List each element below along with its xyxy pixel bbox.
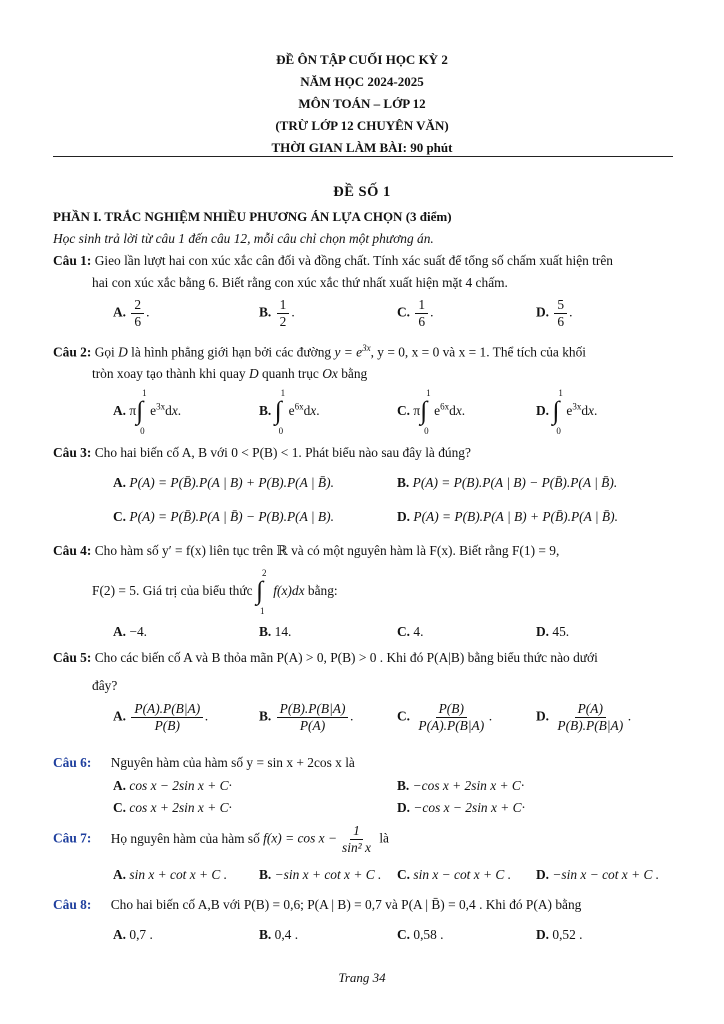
q2-option-a[interactable]: A. π ∫ 1 0 $e^{3x}dx$.: [113, 388, 182, 436]
numerator: 2: [131, 298, 144, 314]
option-key: C.: [397, 624, 411, 639]
numerator: P(B): [436, 702, 467, 718]
integral-sign: ∫ 1 0: [420, 388, 431, 436]
q8-option-d[interactable]: [536, 927, 583, 943]
question-2-line-2: [92, 366, 367, 382]
question-1-text-1: Gieo lần lượt hai con xúc xắc cân đối và đồng chất. Tính xác suất để tổng số chấm xuất hiện trên: [94, 253, 614, 268]
question-8: [53, 897, 581, 913]
question-7-label: Câu 7:: [53, 830, 92, 846]
question-3-label: Câu 3:: [53, 445, 92, 460]
integral-sign: ∫ 1 0: [274, 388, 286, 436]
option-value: 0,4 .: [274, 927, 299, 942]
option-value: cos x − 2sin x + C·: [129, 778, 232, 793]
header-divider: [53, 156, 673, 157]
option-key: D.: [397, 800, 411, 815]
option-key: D.: [536, 708, 550, 724]
question-8-text: Cho hai biến cố A,B với P(B) = 0,6; P(A | B) = 0,7 và P(A | B̄) = 0,4 . Khi đó P(A) bằng: [110, 897, 582, 912]
q6-option-b[interactable]: [397, 778, 524, 794]
q2-option-b[interactable]: B. ∫ 1 0 $e^{6x}dx$.: [259, 388, 320, 436]
integral-sign: ∫ 1 0: [552, 388, 563, 436]
pi: π: [129, 403, 137, 419]
q7-option-d[interactable]: [536, 867, 659, 883]
pi: π: [413, 403, 421, 419]
header-line-4: (TRỪ LỚP 12 CHUYÊN VĂN): [275, 118, 449, 133]
option-key: C.: [113, 509, 127, 524]
q1-option-b[interactable]: B. $\frac{1}{2}$ .: [259, 297, 295, 330]
option-value: P(A) = P(B).P(A | B) − P(B̄).P(A | B̄).: [412, 475, 618, 490]
numerator: 5: [554, 298, 567, 314]
option-key: B.: [259, 624, 272, 639]
q4-option-c[interactable]: [397, 624, 423, 640]
option-key: D.: [536, 927, 550, 942]
option-key: D.: [536, 403, 550, 419]
q3-option-c[interactable]: [113, 509, 334, 525]
option-value: 0,52 .: [552, 927, 583, 942]
q7-function: f(x) = cos x −: [263, 830, 338, 846]
q5-option-a[interactable]: A. $\frac{P(A).P(B|A)}{P(B)}$ .: [113, 701, 209, 734]
option-value: 0,58 .: [413, 927, 444, 942]
denominator: P(A): [299, 718, 326, 734]
option-value: 14.: [274, 624, 292, 639]
q2-var-d: D: [248, 366, 259, 381]
option-key: D.: [536, 624, 550, 639]
question-1: [53, 253, 613, 269]
option-key: D.: [397, 509, 411, 524]
section-title: PHẦN I. TRẮC NGHIỆM NHIỀU PHƯƠNG ÁN LỰA CHỌN (3 điểm): [53, 209, 452, 224]
q2-text: Gọi: [94, 344, 115, 360]
integral-sign: ∫ 1 0: [136, 388, 147, 436]
numerator: P(B).P(B|A): [277, 702, 349, 718]
option-key: B.: [397, 778, 410, 793]
q3-option-d[interactable]: [397, 509, 618, 525]
header-line-5: THỜI GIAN LÀM BÀI: 90 phút: [271, 140, 453, 155]
numerator: 1: [277, 298, 290, 314]
denominator: 2: [279, 314, 287, 330]
question-8-label: Câu 8:: [53, 897, 92, 912]
denominator: P(A).P(B|A): [418, 718, 485, 734]
question-4-line-2: [92, 568, 338, 616]
option-value: P(A) = P(B).P(A | B) + P(B̄).P(A | B̄).: [413, 509, 618, 524]
exam-title: ĐỀ SỐ 1: [333, 184, 391, 200]
q4-integrand: f(x)dx: [273, 583, 305, 599]
option-key: D.: [536, 304, 550, 320]
q1-option-c[interactable]: C. $\frac{1}{6}$ .: [397, 297, 434, 330]
question-1-text-2: hai con xúc xắc bằng 6. Biết rằng con xúc xắc thứ nhất xuất hiện mặt 4 chấm.: [92, 275, 508, 290]
q4-text: bằng:: [307, 583, 338, 599]
question-6-label: Câu 6:: [53, 755, 92, 770]
option-value: P(A) = P(B̄).P(A | B̄) − P(B).P(A | B).: [129, 509, 334, 524]
option-key: B.: [259, 867, 272, 882]
header-line-3: MÔN TOÁN – LỚP 12: [298, 96, 426, 111]
q7-option-b[interactable]: [259, 867, 381, 883]
q6-option-c[interactable]: [113, 800, 232, 816]
q2-var-d: D: [118, 344, 128, 360]
q4-option-a[interactable]: [113, 624, 147, 640]
q5-option-c[interactable]: C. $\frac{P(B)}{P(A).P(B|A)}$ .: [397, 701, 493, 734]
q4-option-d[interactable]: [536, 624, 569, 640]
denominator: P(B): [154, 718, 180, 734]
denominator: 6: [557, 314, 565, 330]
q2-text: quanh trục: [261, 366, 319, 381]
integral-sign: ∫ 2 1: [255, 568, 267, 616]
numerator: 1: [350, 824, 363, 840]
option-key: B.: [259, 304, 272, 320]
question-6-text: Nguyên hàm của hàm số y = sin x + 2cos x là: [110, 755, 355, 770]
option-value: sin x − cot x + C .: [413, 867, 512, 882]
option-key: A.: [113, 778, 127, 793]
q2-option-d[interactable]: D. ∫ 1 0 $e^{3x}dx$.: [536, 388, 598, 436]
q5-option-b[interactable]: B. $\frac{P(B).P(B|A)}{P(A)}$ .: [259, 701, 354, 734]
denominator: 6: [418, 314, 426, 330]
question-7: [53, 824, 389, 855]
option-key: A.: [113, 624, 127, 639]
option-key: B.: [397, 475, 410, 490]
denominator: 6: [134, 314, 142, 330]
option-value: sin x + cot x + C .: [129, 867, 228, 882]
option-key: D.: [536, 867, 550, 882]
question-4: [53, 543, 559, 559]
q2-equation: y = e: [334, 344, 363, 360]
option-value: 0,7 .: [129, 927, 153, 942]
option-value: 4.: [413, 624, 424, 639]
option-key: A.: [113, 304, 127, 320]
option-value: −sin x − cot x + C .: [552, 867, 660, 882]
q2-text: tròn xoay tạo thành khi quay: [92, 366, 246, 381]
q2-text: , y = 0, x = 0 và x = 1. Thể tích của khối: [370, 344, 587, 360]
header-line-1: ĐỀ ÔN TẬP CUỐI HỌC KỲ 2: [276, 52, 448, 67]
option-value: P(A) = P(B̄).P(A | B) + P(B).P(A | B̄).: [129, 475, 334, 490]
option-key: B.: [259, 403, 272, 419]
option-key: C.: [397, 927, 411, 942]
q1-option-d[interactable]: D. $\frac{5}{6}$ .: [536, 297, 573, 330]
option-key: C.: [397, 867, 411, 882]
option-key: C.: [397, 708, 411, 724]
option-key: A.: [113, 475, 127, 490]
question-5-text-2: đây?: [92, 678, 118, 693]
q7-option-a[interactable]: [113, 867, 227, 883]
option-key: C.: [397, 403, 411, 419]
question-5-label: Câu 5:: [53, 650, 92, 665]
q5-option-d[interactable]: D. $\frac{P(A)}{P(B).P(B|A)}$ .: [536, 701, 632, 734]
numerator: P(A): [575, 702, 606, 718]
option-key: A.: [113, 867, 127, 882]
option-value: −4.: [129, 624, 147, 639]
denominator: sin² x: [342, 840, 371, 856]
q8-option-b[interactable]: [259, 927, 298, 943]
header-line-2: NĂM HỌC 2024-2025: [300, 74, 424, 89]
question-2: [53, 343, 586, 360]
option-value: −sin x + cot x + C .: [274, 867, 382, 882]
q2-text: bằng: [341, 366, 368, 381]
q2-option-c[interactable]: C. π ∫ 1 0 $e^{6x}dx$.: [397, 388, 466, 436]
numerator: 1: [415, 298, 428, 314]
question-2-label: Câu 2:: [53, 344, 92, 360]
page-number: Trang 34: [338, 970, 386, 985]
question-7-text: là: [379, 830, 389, 846]
option-key: A.: [113, 708, 127, 724]
denominator: P(B).P(B|A): [557, 718, 624, 734]
section-instruction: Học sinh trả lời từ câu 1 đến câu 12, mỗi câu chỉ chọn một phương án.: [53, 231, 434, 246]
q4-text: F(2) = 5. Giá trị của biểu thức: [92, 583, 253, 599]
q8-option-a[interactable]: [113, 927, 153, 943]
q3-option-b[interactable]: [397, 475, 617, 491]
question-4-label: Câu 4:: [53, 543, 92, 558]
option-key: B.: [259, 927, 272, 942]
option-value: 45.: [552, 624, 570, 639]
numerator: P(A).P(B|A): [131, 702, 203, 718]
option-key: C.: [113, 800, 127, 815]
option-value: −cos x + 2sin x + C·: [412, 778, 525, 793]
question-6: [53, 755, 355, 771]
q8-option-c[interactable]: [397, 927, 444, 943]
question-3-text: Cho hai biến cố A, B với 0 < P(B) < 1. Phát biểu nào sau đây là đúng?: [94, 445, 471, 460]
q6-option-a[interactable]: [113, 778, 232, 794]
q6-option-d[interactable]: [397, 800, 525, 816]
q1-option-a[interactable]: A. $\frac{2}{6}$ .: [113, 297, 150, 330]
question-4-text: Cho hàm số y′ = f(x) liên tục trên ℝ và có một nguyên hàm là F(x). Biết rằng F(1) = 9,: [94, 543, 560, 558]
option-key: A.: [113, 927, 127, 942]
q2-axis: Ox: [322, 366, 338, 381]
q2-text: là hình phẳng giới hạn bởi các đường: [131, 344, 332, 360]
question-5-text: Cho các biến cố A và B thỏa mãn P(A) > 0, P(B) > 0 . Khi đó P(A|B) bằng biểu thức nào dưới: [94, 650, 598, 665]
question-1-label: Câu 1:: [53, 253, 92, 268]
question-3: [53, 445, 471, 461]
question-7-text: Họ nguyên hàm của hàm số: [110, 830, 260, 846]
q4-option-b[interactable]: [259, 624, 291, 640]
q3-option-a[interactable]: [113, 475, 334, 491]
option-value: −cos x − 2sin x + C·: [413, 800, 525, 815]
option-key: A.: [113, 403, 127, 419]
q7-option-c[interactable]: [397, 867, 511, 883]
question-5: [53, 650, 598, 666]
option-key: C.: [397, 304, 411, 320]
option-key: B.: [259, 708, 272, 724]
option-value: cos x + 2sin x + C·: [129, 800, 232, 815]
q2-exponent: 3x: [362, 343, 371, 353]
